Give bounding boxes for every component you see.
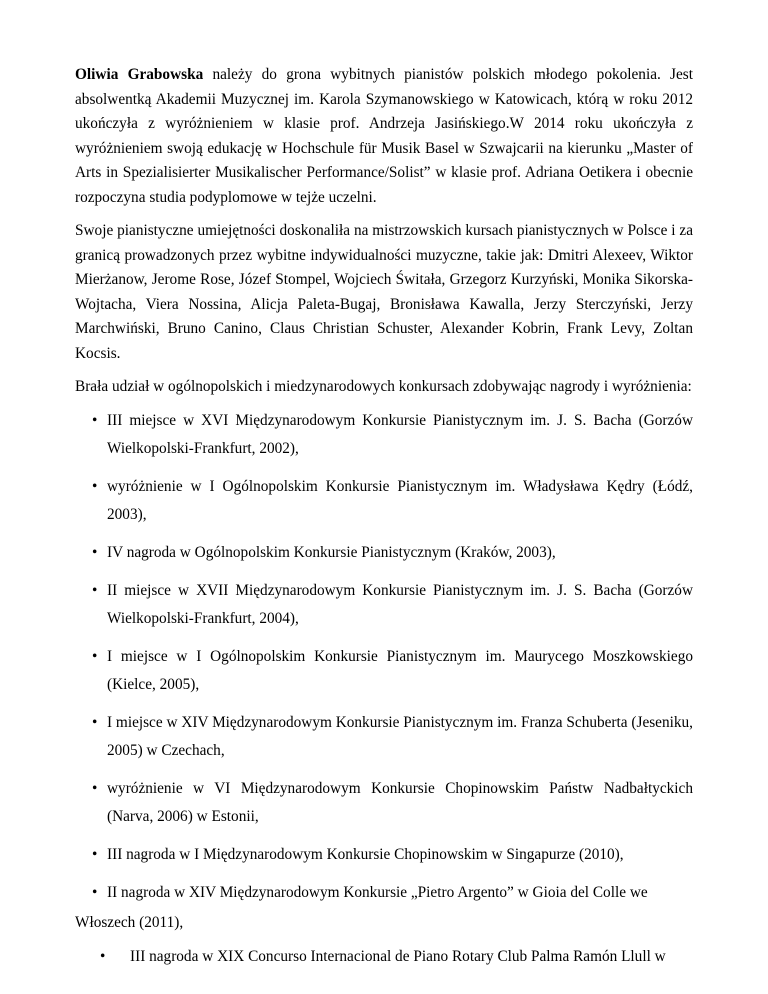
list-item: • IV nagroda w Ogólnopolskim Konkursie Pianistycznym (Kraków, 2003), [75,539,693,567]
list-item: • I miejsce w XIV Międzynarodowym Konkursie Pianistycznym im. Franza Schuberta (Jeseniku, 2005) w Czechach, [75,709,693,765]
bullet-icon: • [92,477,98,495]
pianist-name: Oliwia Grabowska [75,66,204,83]
bio-paragraph-1 [75,63,693,210]
awards-list-continued [75,943,693,971]
bullet-icon: • [100,947,106,965]
bullet-icon: • [92,883,98,901]
bullet-icon: • [92,411,98,429]
awards-list [75,407,693,907]
bullet-icon: • [92,543,98,561]
list-item: • II miejsce w XVII Międzynarodowym Konkursie Pianistycznym im. J. S. Bacha (Gorzów Wielkopolski-Frankfurt, 2004), [75,577,693,633]
list-item: • III miejsce w XVI Międzynarodowym Konkursie Pianistycznym im. J. S. Bacha (Gorzów Wielkopolski-Frankfurt, 2002), [75,407,693,463]
list-item: • wyróżnienie w I Ogólnopolskim Konkursie Pianistycznym im. Władysława Kędry (Łódź, 2003), [75,473,693,529]
list-item-continuation: Włoszech (2011), [75,913,184,931]
bullet-icon: • [92,779,98,797]
list-item: • wyróżnienie w VI Międzynarodowym Konkursie Chopinowskim Państw Nadbałtyckich (Narva, 2006) w Estonii, [75,775,693,831]
bullet-icon: • [92,581,98,599]
bio-paragraph-1-text: należy do grona wybitnych pianistów polskich młodego pokolenia. Jest absolwentką Akademii Muzycznej im. Karola Szymanowskiego w Katowicach, którą w roku 2012 ukończyła z wyróżnieniem w klasie prof. Andrzeja Jasińskiego.W 2014 roku ukończyła z wyróżnieniem swoją edukację w Hochschule für Musik Basel w Szwajcarii na kierunku „Master of Arts in Spezialisierter Musikalischer Performance/Solist” w klasie prof. Adriana Oetikera i obecnie rozpoczyna studia podyplomowe w tejże uczelni. [75,66,693,206]
bullet-icon: • [92,713,98,731]
bullet-icon: • [92,647,98,665]
bio-paragraph-3: Brała udział w ogólnopolskich i miedzynarodowych konkursach zdobywając nagrody i wyróżnienia: [75,378,692,395]
list-item: • II nagroda w XIV Międzynarodowym Konkursie „Pietro Argento” w Gioia del Colle we [75,879,693,907]
bio-paragraph-2: Swoje pianistyczne umiejętności doskonaliła na mistrzowskich kursach pianistycznych w Polsce i za granicą prowadzonych przez wybitne indywidualności muzyczne, takie jak: Dmitri Alexeev, Wiktor Mierżanow, Jerome Rose, Józef Stompel, Wojciech Świtała, Grzegorz Kurzyński, Monika Sikorska-Wojtacha, Viera Nossina, Alicja Paleta-Bugaj, Bronisława Kawalla, Jerzy Sterczyński, Jerzy Marchwiński, Bruno Canino, Claus Christian Schuster, Alexander Kobrin, Frank Levy, Zoltan Kocsis. [75,222,693,362]
list-item: • III nagroda w XIX Concurso Internacional de Piano Rotary Club Palma Ramón Llull w [75,943,693,971]
list-item: • III nagroda w I Międzynarodowym Konkursie Chopinowskim w Singapurze (2010), [75,841,693,869]
bullet-icon: • [92,845,98,863]
list-item: • I miejsce w I Ogólnopolskim Konkursie Pianistycznym im. Maurycego Moszkowskiego (Kielce, 2005), [75,643,693,699]
